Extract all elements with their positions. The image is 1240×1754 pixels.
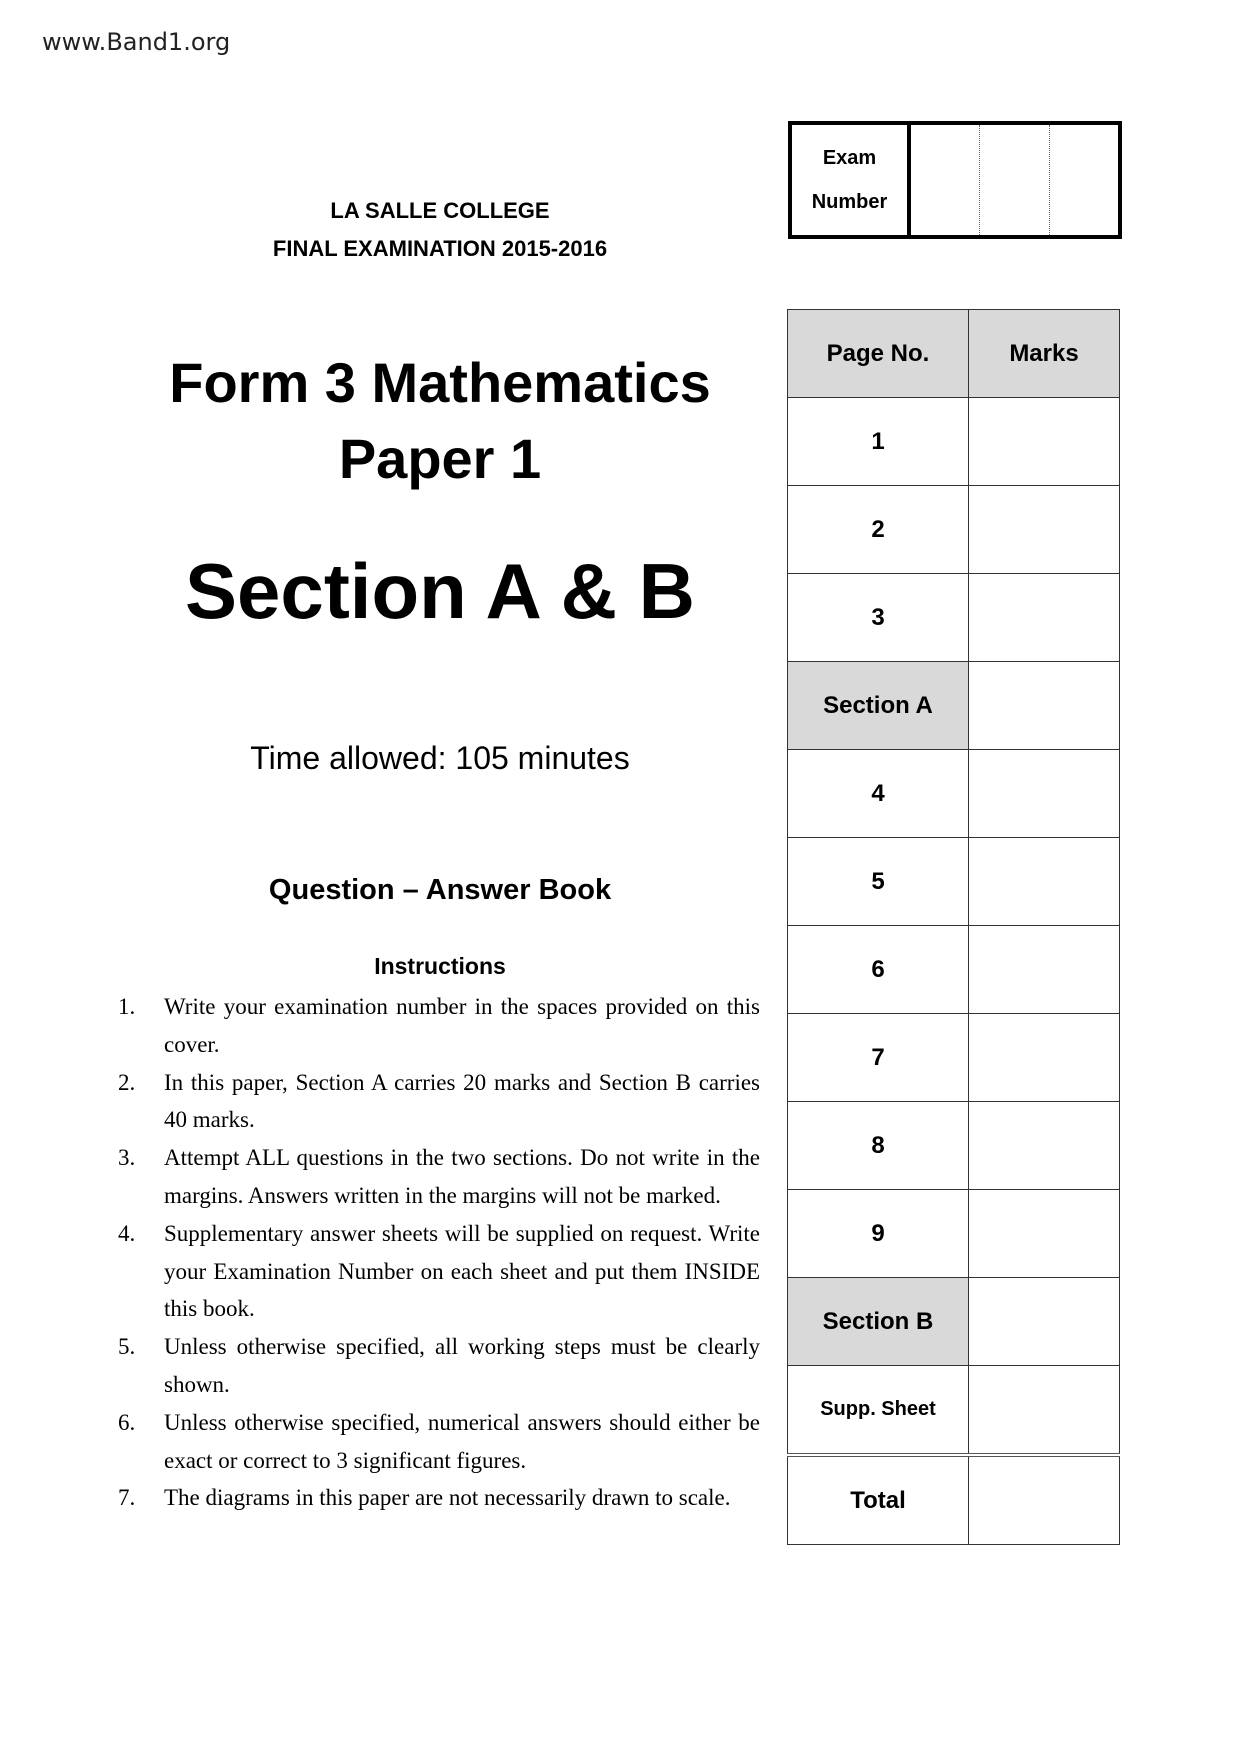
marks-cell[interactable] xyxy=(969,1455,1120,1545)
table-row xyxy=(788,662,1120,750)
table-row xyxy=(788,750,1120,838)
instruction-number: 6. xyxy=(118,1409,136,1435)
exam-number-digit-1[interactable] xyxy=(911,125,980,235)
instruction-item xyxy=(118,1139,760,1215)
page-cell: Section A xyxy=(788,662,969,750)
marks-cell[interactable] xyxy=(969,398,1120,486)
marks-cell[interactable] xyxy=(969,574,1120,662)
marks-cell[interactable] xyxy=(969,1014,1120,1102)
table-row xyxy=(788,1190,1120,1278)
section-title: Section A & B xyxy=(185,547,695,635)
page-cell: 1 xyxy=(788,398,969,486)
paper-title: Paper 1 xyxy=(338,427,542,490)
number-label: Number xyxy=(811,191,888,213)
instructions-heading: Instructions xyxy=(374,953,506,979)
instruction-text: The diagrams in this paper are not necessarily drawn to scale. xyxy=(164,1485,731,1511)
page-cell: 3 xyxy=(788,574,969,662)
instruction-text: Attempt ALL questions in the two sections. Do not write in the margins. Answers written in the margins will not be marked. xyxy=(164,1145,760,1208)
marks-cell[interactable] xyxy=(969,1102,1120,1190)
marks-cell[interactable] xyxy=(969,1278,1120,1366)
instruction-text: Write your examination number in the spaces provided on this cover. xyxy=(164,994,760,1057)
instruction-number: 7. xyxy=(118,1485,136,1511)
marks-cell[interactable] xyxy=(969,838,1120,926)
table-row xyxy=(788,1014,1120,1102)
marks-cell[interactable] xyxy=(969,486,1120,574)
page-cell: 2 xyxy=(788,486,969,574)
instruction-item xyxy=(118,1064,760,1140)
exam-name: FINAL EXAMINATION 2015-2016 xyxy=(272,236,608,261)
marks-cell[interactable] xyxy=(969,926,1120,1014)
school-name: LA SALLE COLLEGE xyxy=(330,198,550,223)
instruction-item xyxy=(118,1404,760,1480)
instruction-number: 3. xyxy=(118,1145,136,1171)
instruction-item xyxy=(118,988,760,1064)
subject-title: Form 3 Mathematics xyxy=(169,351,711,414)
instruction-item xyxy=(118,1328,760,1404)
exam-number-label xyxy=(792,125,911,235)
exam-label: Exam xyxy=(822,147,877,169)
instruction-text: Supplementary answer sheets will be supplied on request. Write your Examination Number on each sheet and put them INSIDE this book. xyxy=(164,1220,760,1322)
exam-number-digit-2[interactable] xyxy=(980,125,1049,235)
table-row xyxy=(788,1102,1120,1190)
table-row xyxy=(788,398,1120,486)
instruction-number: 2. xyxy=(118,1069,136,1095)
marks-cell[interactable] xyxy=(969,1190,1120,1278)
page-cell: Total xyxy=(788,1455,969,1545)
total-row xyxy=(788,1455,1120,1545)
marks-cell[interactable] xyxy=(969,662,1120,750)
page-cell: 7 xyxy=(788,1014,969,1102)
table-row xyxy=(788,1278,1120,1366)
header-marks: Marks xyxy=(969,310,1120,398)
page-cell: 9 xyxy=(788,1190,969,1278)
marks-table xyxy=(787,309,1120,1545)
instruction-number: 4. xyxy=(118,1220,136,1246)
header-page-no: Page No. xyxy=(788,310,969,398)
table-row xyxy=(788,838,1120,926)
instructions-list xyxy=(118,988,760,1517)
marks-cell[interactable] xyxy=(969,1366,1120,1456)
book-title: Question – Answer Book xyxy=(268,874,612,906)
page-cell: Supp. Sheet xyxy=(788,1366,969,1456)
instruction-item xyxy=(118,1479,760,1517)
time-allowed: Time allowed: 105 minutes xyxy=(250,740,630,776)
page-cell: 5 xyxy=(788,838,969,926)
table-row xyxy=(788,926,1120,1014)
watermark-url: www.Band1.org xyxy=(42,28,231,56)
instruction-number: 1. xyxy=(118,994,136,1019)
marks-cell[interactable] xyxy=(969,750,1120,838)
page-cell: 8 xyxy=(788,1102,969,1190)
page-cell: 4 xyxy=(788,750,969,838)
page-cell: Section B xyxy=(788,1278,969,1366)
instruction-item xyxy=(118,1215,760,1328)
page-cell: 6 xyxy=(788,926,969,1014)
instruction-text: In this paper, Section A carries 20 marks and Section B carries 40 marks. xyxy=(164,1069,760,1133)
table-row xyxy=(788,1366,1120,1456)
marks-table-header xyxy=(788,310,1120,398)
instruction-text: Unless otherwise specified, all working steps must be clearly shown. xyxy=(164,1334,760,1397)
exam-number-box xyxy=(788,121,1122,239)
instruction-number: 5. xyxy=(118,1334,136,1360)
table-row xyxy=(788,574,1120,662)
exam-number-digit-3[interactable] xyxy=(1050,125,1118,235)
instruction-text: Unless otherwise specified, numerical answers should either be exact or correct to 3 significant figures. xyxy=(164,1409,760,1473)
table-row xyxy=(788,486,1120,574)
